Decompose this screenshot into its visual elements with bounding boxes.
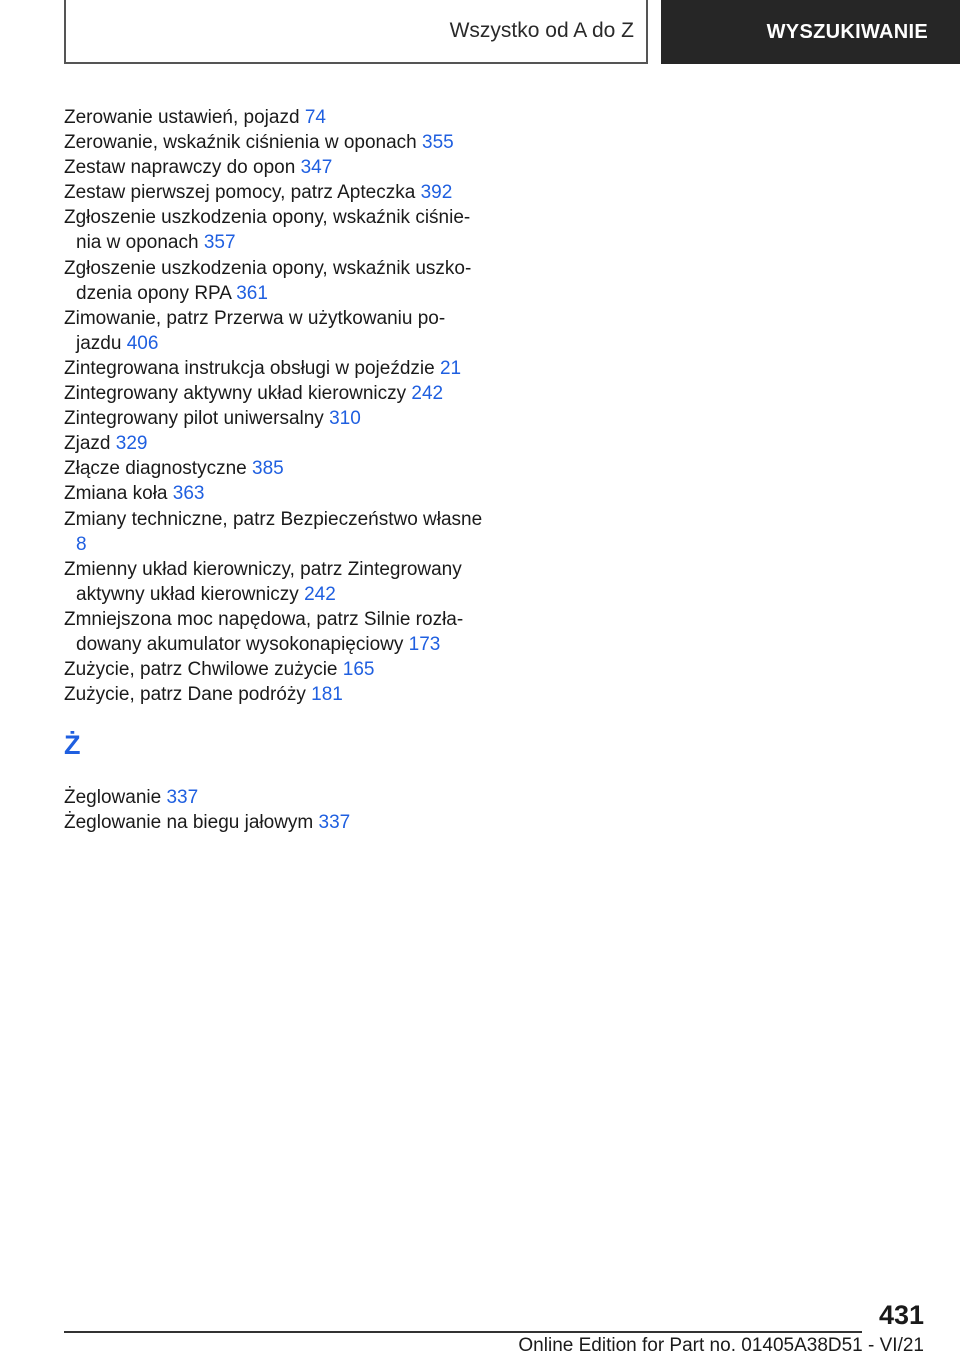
entry-text: Zmienny układ kierowniczy, patrz Zintegrowany aktywny układ kierowniczy (64, 558, 462, 605)
chapter-tab[interactable] (661, 0, 960, 64)
entry-text: Zużycie, patrz Dane podróży (64, 684, 306, 706)
entry-text: Złącze diagnostyczne (64, 458, 247, 480)
entry-page-link[interactable]: 361 (236, 282, 268, 304)
entry-text: Zmniejszona moc napędowa, patrz Silnie rozła‐ dowany akumulator wysokonapięciowy (64, 608, 464, 655)
index-entry (64, 205, 484, 255)
entry-page-link[interactable]: 355 (422, 132, 454, 154)
entry-page-link[interactable]: 357 (203, 232, 236, 254)
entry-text: Zjazd (64, 433, 111, 455)
footer-divider (64, 1331, 862, 1333)
index-entry (64, 180, 484, 205)
entry-text: Zintegrowana instrukcja obsługi w pojeździe (64, 357, 435, 379)
index-entry (64, 256, 484, 306)
entry-page-link[interactable]: 363 (172, 483, 205, 505)
entry-text: Zużycie, patrz Chwilowe zużycie (64, 659, 338, 681)
entry-text: Zerowanie, wskaźnik ciśnienia w oponach (64, 132, 417, 154)
index-entry (64, 810, 484, 835)
index-entry (64, 657, 484, 682)
entry-text: Żeglowanie na biegu jałowym (64, 812, 314, 834)
index-entry (64, 356, 484, 381)
entry-text: Zgłoszenie uszkodzenia opony, wskaźnik ciśnie‐ nia w oponach (64, 207, 471, 254)
section-header (64, 0, 648, 64)
entry-text: Zimowanie, patrz Przerwa w użytkowaniu po‐ jazdu (64, 307, 446, 354)
index-entry (64, 785, 484, 810)
entry-text: Zerowanie ustawień, pojazd (64, 107, 300, 128)
index-entry (64, 381, 484, 406)
index-entry (64, 406, 484, 431)
entry-page-link[interactable]: 337 (166, 787, 199, 809)
index-entry (64, 306, 484, 356)
entry-text: Zintegrowany pilot uniwersalny (64, 408, 324, 430)
entry-page-link[interactable]: 347 (300, 157, 333, 179)
entry-page-link[interactable]: 181 (311, 684, 343, 706)
index-entry (64, 155, 484, 180)
index-entry (64, 607, 484, 657)
index-content (64, 105, 484, 835)
entry-page-link[interactable]: 310 (329, 408, 361, 430)
entry-page-link[interactable]: 329 (115, 433, 148, 455)
chapter-title: WYSZUKIWANIE (766, 20, 928, 43)
index-entry (64, 456, 484, 481)
index-entry (64, 130, 484, 155)
index-list-zz (64, 785, 484, 835)
entry-page-link[interactable]: 242 (411, 383, 444, 405)
index-entry (64, 431, 484, 456)
entry-page-link[interactable]: 74 (304, 107, 326, 128)
index-entry (64, 682, 484, 707)
entry-text: Zintegrowany aktywny układ kierowniczy (64, 383, 407, 405)
page-number: 431 (878, 1300, 924, 1330)
entry-page-link[interactable]: 337 (318, 812, 351, 834)
entry-page-link[interactable]: 21 (439, 357, 462, 379)
index-entry (64, 105, 484, 130)
entry-text: Zgłoszenie uszkodzenia opony, wskaźnik uszko‐ dzenia opony RPA (64, 257, 472, 304)
section-letter: Ż (64, 730, 81, 761)
index-entry (64, 507, 484, 557)
entry-text: Zmiana koła (64, 483, 168, 505)
entry-page-link[interactable]: 242 (304, 583, 336, 605)
entry-page-link[interactable]: 392 (420, 182, 453, 204)
footer-edition: Online Edition for Part no. 01405A38D51 - VI/21 (518, 1335, 924, 1356)
index-entry (64, 481, 484, 506)
entry-text: Żeglowanie (64, 787, 162, 809)
entry-text: Zestaw naprawczy do opon (64, 157, 296, 179)
entry-page-link[interactable]: 406 (126, 332, 159, 354)
entry-page-link[interactable]: 8 (76, 533, 87, 555)
index-list-z (64, 105, 484, 707)
entry-page-link[interactable]: 165 (342, 659, 375, 681)
entry-page-link[interactable]: 385 (252, 458, 284, 480)
entry-text: Zmiany techniczne, patrz Bezpieczeństwo własne (64, 508, 483, 530)
index-entry (64, 557, 484, 607)
entry-text: Zestaw pierwszej pomocy, patrz Apteczka (64, 182, 416, 204)
entry-page-link[interactable]: 173 (408, 633, 441, 655)
section-title: Wszystko od A do Z (449, 19, 634, 42)
